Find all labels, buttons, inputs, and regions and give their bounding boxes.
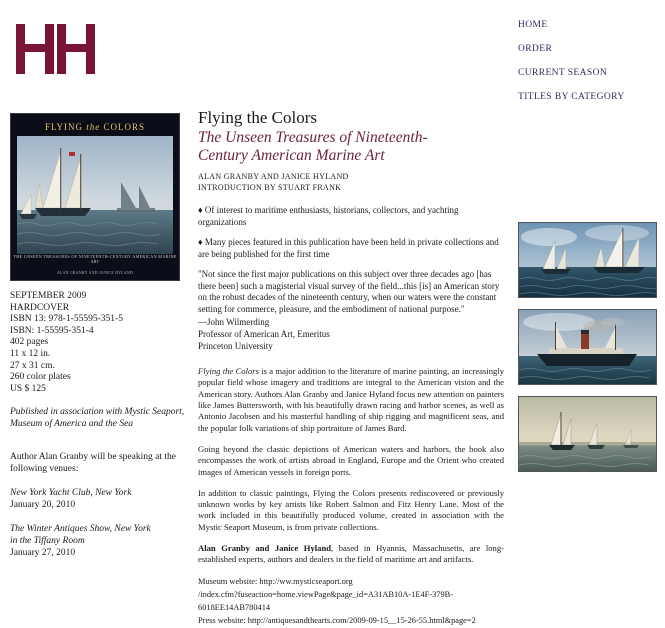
museum-website-url-cont[interactable]: 6018EE14AB780414 xyxy=(198,602,271,612)
detail-pages: 402 pages xyxy=(10,337,49,348)
museum-website-url[interactable]: /index.cfm?fuseaction=home.viewPage&page_id=A31AB10A-1E4F-379B- xyxy=(198,589,454,599)
quote-text: "Not since the first major publications on this subject over three decades ago [has there been] such a magisterial visual survey of the field...this [is] an American story on the robust decades of the nineteenth century, when our waters were the constant setting for commerce, pleasure, and the embodiment of national purpose." xyxy=(198,269,500,314)
nav-item-home[interactable]: HOME xyxy=(518,20,548,30)
book-cover-image[interactable] xyxy=(10,113,180,281)
cover-subtitle: THE UNSEEN TREASURES OF NINETEENTH-CENTURY AMERICAN MARINE ART xyxy=(13,254,177,264)
speaking-heading-line2: following venues: xyxy=(10,463,79,474)
venue-name: The Winter Antiques Show, New York xyxy=(10,523,151,534)
publication-note-line2: Museum of America and the Sea xyxy=(10,419,134,430)
review-quote xyxy=(198,269,504,352)
detail-isbn: ISBN: 1-55595-351-4 xyxy=(10,325,94,336)
museum-website-label[interactable]: Museum website: http://ww.mysticseaport.org xyxy=(198,576,353,586)
description-paragraph-rest: is a major addition to the literature of marine painting, an increasingly popular field whose imagery and traditions are integral to the American vision and the American story. Authors Alan Granby and Janice Hyland focus new attention on painters like James Buttersworth, with his beautifully drawn racing and harbor scenes, as well as Antonio Jacobsen and his masterful handling of ship rigging and magnificent seas, and the popular folk variations of ship portraiture of James Bard. xyxy=(198,366,504,433)
description-body xyxy=(198,366,504,565)
page-title: Flying the Colors xyxy=(198,108,318,127)
site-logo[interactable] xyxy=(14,18,134,80)
detail-binding: HARDCOVER xyxy=(10,302,70,313)
detail-trim: 11 x 12 in. xyxy=(10,348,51,359)
harbor-boats-painting[interactable] xyxy=(518,396,657,472)
selling-points xyxy=(198,205,504,260)
detail-plates: 260 color plates xyxy=(10,372,71,383)
detail-pub-date: SEPTEMBER 2009 xyxy=(10,291,87,301)
bullet-point: ♦ Of interest to maritime enthusiasts, historians, collectors, and yachting organizations xyxy=(198,205,459,227)
cover-artwork xyxy=(17,136,173,254)
nav-item-current-season[interactable]: CURRENT SEASON xyxy=(518,68,608,78)
venue-extra: in the Tiffany Room xyxy=(10,535,85,546)
bullet-point: ♦ Many pieces featured in this publication have been held in private collections and are being published for the first time xyxy=(198,237,499,259)
gallery-images xyxy=(518,222,655,483)
venue-date: January 27, 2010 xyxy=(10,547,76,558)
venue-date: January 20, 2010 xyxy=(10,499,76,510)
speaking-heading xyxy=(10,451,186,475)
nav-item-order[interactable]: ORDER xyxy=(518,44,553,54)
quote-attribution-org: Princeton University xyxy=(198,340,273,351)
publication-note-line1: Published in association with Mystic Seaport, xyxy=(10,407,185,418)
venue-item xyxy=(10,487,186,511)
cover-title: FLYING the COLORS xyxy=(44,122,146,132)
cover-credit: ALAN GRANBY AND JANICE HYLAND xyxy=(56,271,134,275)
authors-line: ALAN GRANBY AND JANICE HYLAND xyxy=(198,172,349,181)
publication-note xyxy=(10,407,186,431)
left-column xyxy=(10,113,186,559)
detail-isbn13: ISBN 13: 978-1-55595-351-5 xyxy=(10,314,123,325)
description-paragraph: In addition to classic paintings, Flying the Colors presents rediscovered or previously unknown works by key artists like Robert Salmon and Fitz Henry Lane. Most of the work included in this beautifully produced volume, created in association with the Mystic Seaport Museum, is from private collections. xyxy=(198,487,504,532)
speaking-heading-line1: Author Alan Granby will be speaking at the xyxy=(10,451,176,462)
steamship-painting[interactable] xyxy=(518,309,657,385)
venue-item xyxy=(10,523,186,559)
main-navigation xyxy=(518,20,658,116)
authors-block xyxy=(198,172,504,193)
external-links xyxy=(198,576,504,626)
description-lead-title: Flying the Colors xyxy=(198,366,259,377)
quote-attribution-title: Professor of American Art, Emeritus xyxy=(198,328,330,339)
press-website-link[interactable]: Press website: http://antiquesandthearts.com/2009-09-15__15-26-55.html&page=2 xyxy=(198,615,476,625)
description-paragraph xyxy=(198,366,504,434)
book-subtitle xyxy=(198,129,504,165)
description-paragraph xyxy=(198,543,504,566)
nav-item-titles-by-category[interactable]: TITLES BY CATEGORY xyxy=(518,92,625,102)
book-details xyxy=(10,291,186,395)
book-subtitle-line1: The Unseen Treasures of Nineteenth- xyxy=(198,129,428,146)
author-names: Alan Granby and Janice Hyland xyxy=(198,543,332,554)
detail-trim-metric: 27 x 31 cm. xyxy=(10,360,55,371)
description-paragraph: Going beyond the classic depictions of American waters and harbors, the book also encompasses the work of artists abroad in England, Europe and the Orient who created images of American vessels in foreign ports. xyxy=(198,443,504,477)
main-content xyxy=(198,108,504,628)
author-bio-rest: , based in Hyannis, Massachusetts, are long-established experts, authors and dealers in the field of maritime art and artifacts. xyxy=(198,543,504,565)
detail-price: US $ 125 xyxy=(10,383,46,394)
schooner-race-painting[interactable] xyxy=(518,222,657,298)
venue-name: New York Yacht Club, New York xyxy=(10,487,132,498)
introduction-line: INTRODUCTION BY STUART FRANK xyxy=(198,182,342,192)
quote-attribution-name: —John Wilmerding xyxy=(198,317,270,328)
book-subtitle-line2: Century American Marine Art xyxy=(198,147,385,164)
